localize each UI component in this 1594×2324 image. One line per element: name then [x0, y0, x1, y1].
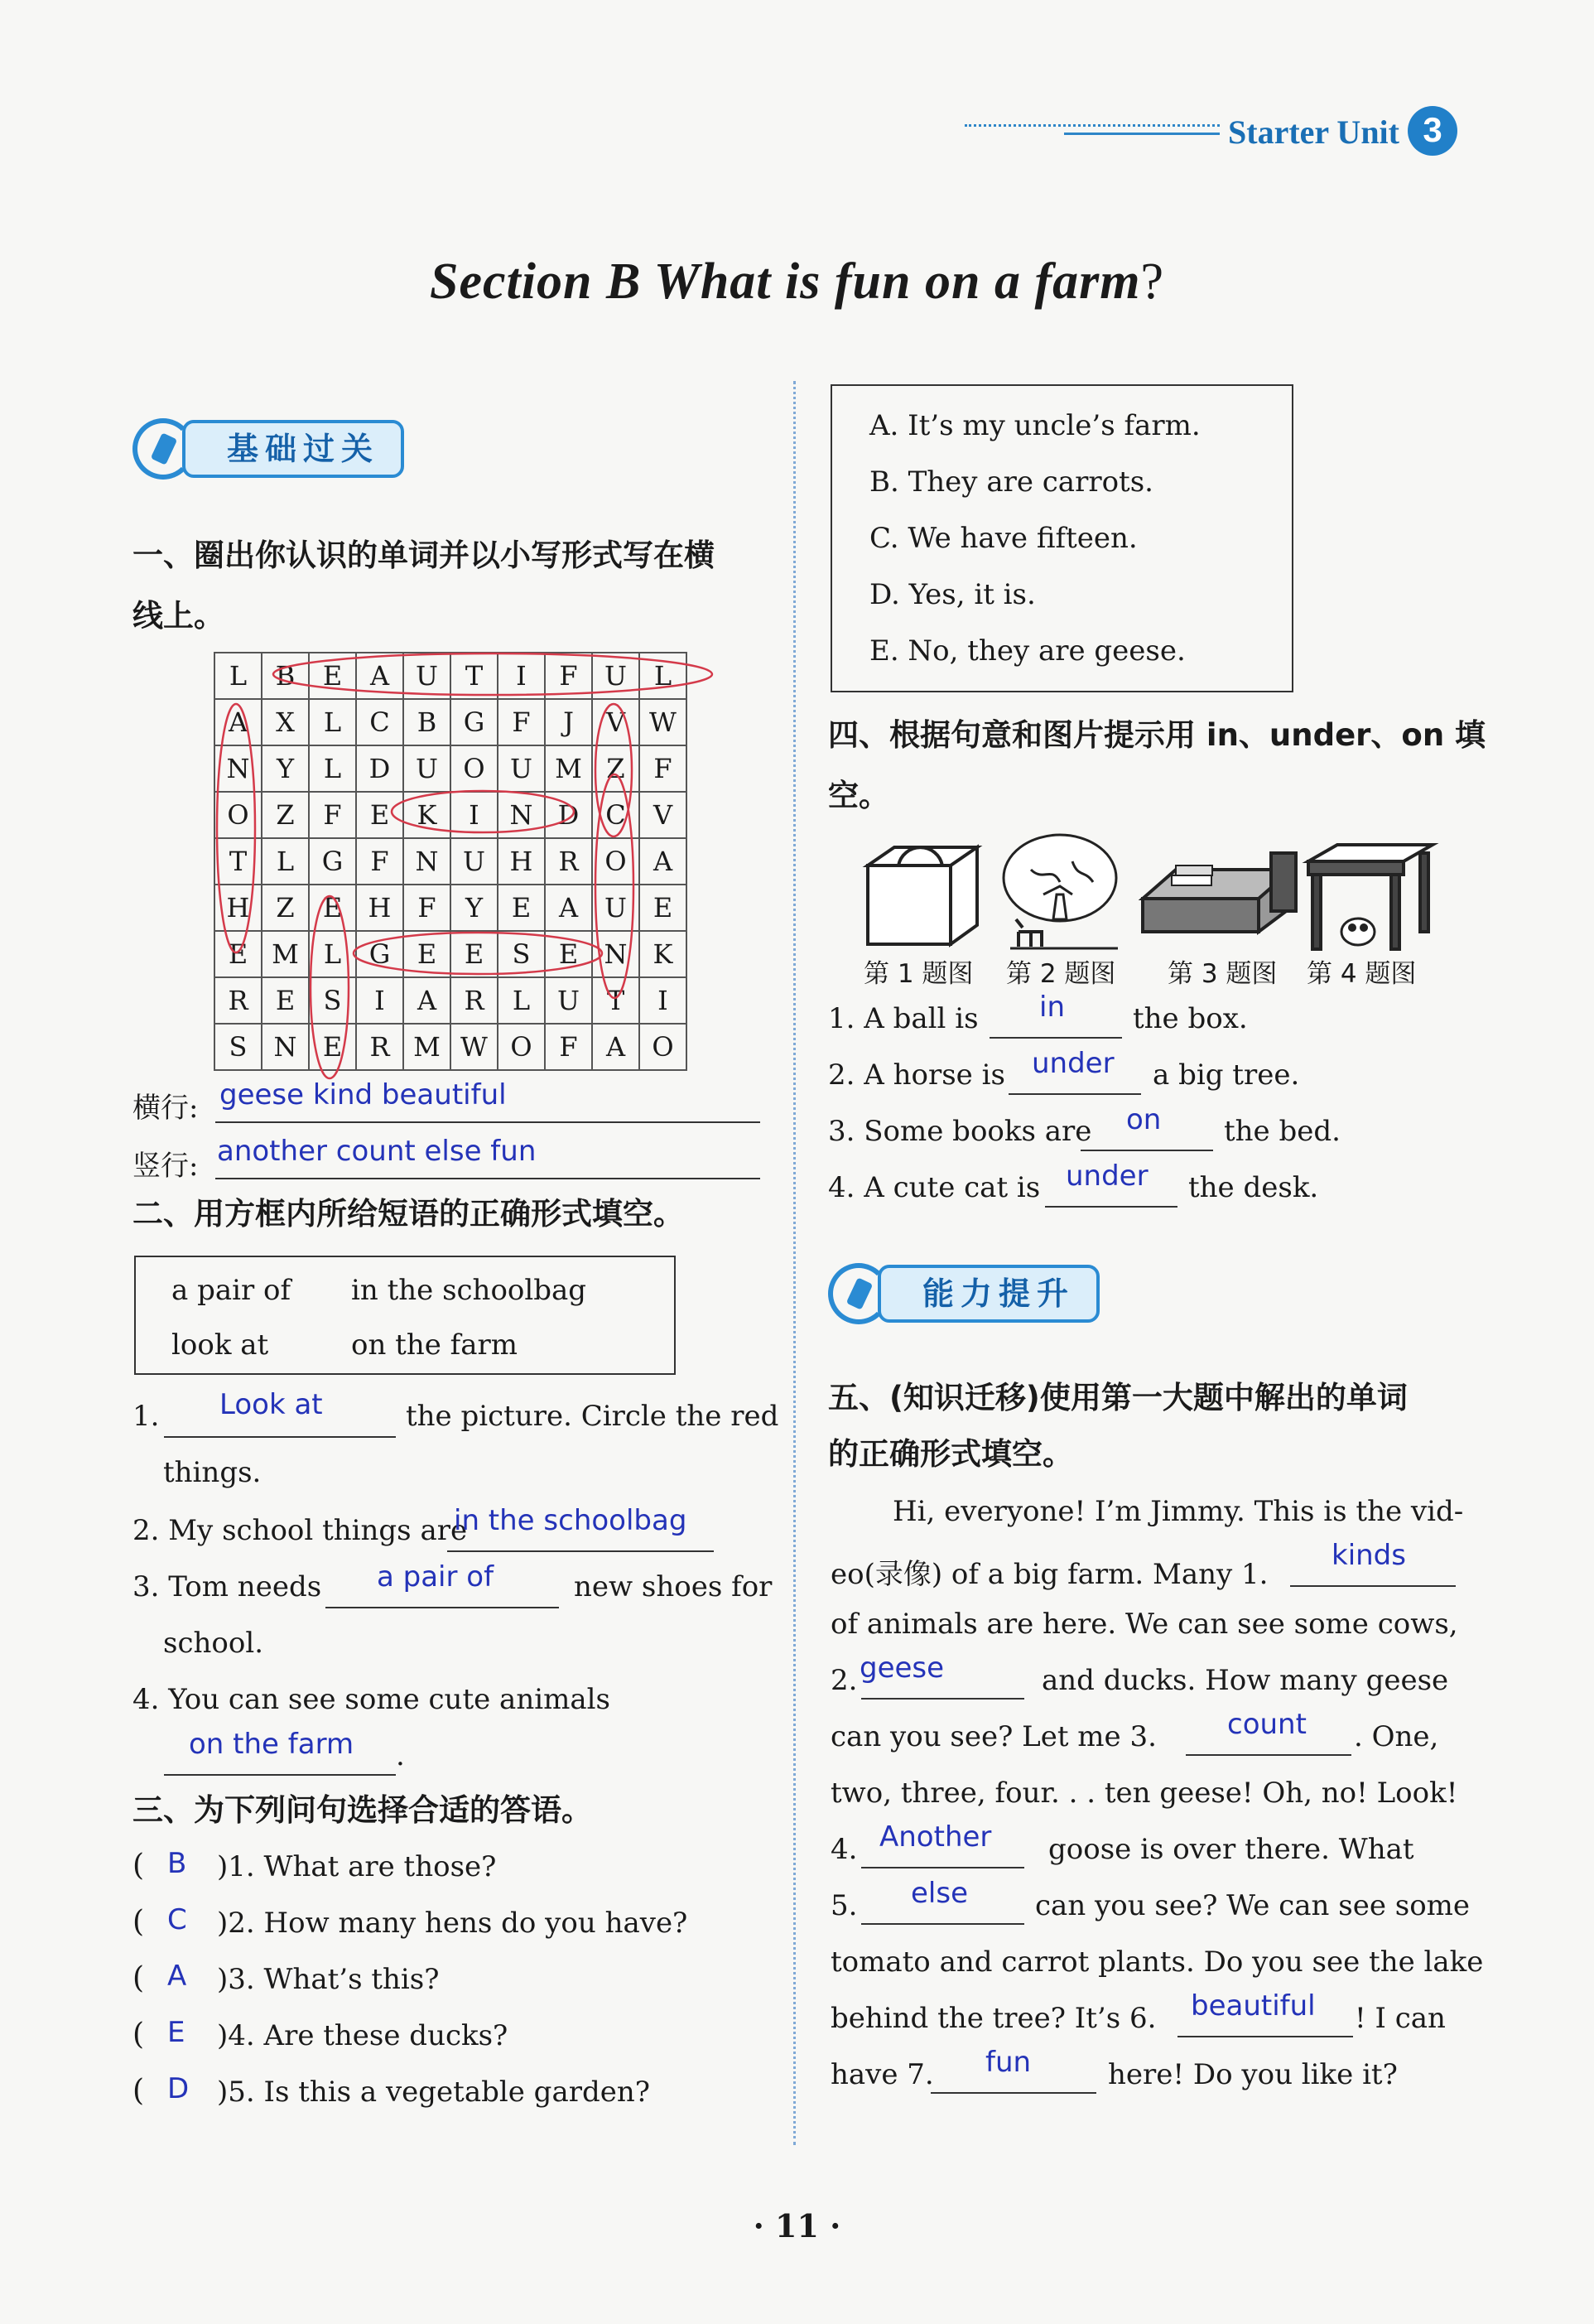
q5-line6: two, three, four. . . ten geese! Oh, no! Look! — [831, 1777, 1458, 1810]
q4-item1-post: the box. — [1133, 1002, 1248, 1035]
grid-cell: K — [403, 792, 450, 838]
grid-cell: E — [403, 931, 450, 977]
grid-cell: R — [545, 838, 592, 885]
q4-item4-answer: under — [1066, 1160, 1149, 1193]
q5-line5b: . One, — [1354, 1720, 1439, 1753]
page-number: · 11 · — [753, 2207, 841, 2244]
q4-item1-pre: 1. A ball is — [828, 1002, 979, 1035]
grid-cell: I — [450, 792, 498, 838]
grid-cell: U — [498, 745, 545, 792]
q4-pictures — [861, 832, 1441, 957]
q2-item3-text: 3. Tom needs — [132, 1570, 322, 1603]
section-title-qmark: ? — [1140, 253, 1164, 310]
grid-row — [214, 1024, 686, 1070]
vertical-label: 竖行: — [132, 1150, 199, 1183]
grid-cell: Y — [450, 885, 498, 931]
picture-box-ball — [868, 847, 977, 944]
grid-cell: H — [356, 885, 403, 931]
q2-item4-text: 4. You can see some cute animals — [132, 1683, 610, 1716]
grid-cell: F — [498, 699, 545, 745]
word-search-grid — [214, 652, 687, 1071]
q4-title-line2: 空。 — [828, 778, 889, 813]
phrase-1: a pair of — [171, 1274, 291, 1307]
grid-cell: N — [403, 838, 450, 885]
grid-cell: E — [498, 885, 545, 931]
q2-item1-cont: things. — [163, 1456, 262, 1489]
horizontal-label: 横行: — [132, 1092, 199, 1125]
grid-cell: A — [403, 977, 450, 1024]
q3-question: )4. Are these ducks? — [217, 2019, 508, 2052]
grid-row — [214, 977, 686, 1024]
grid-cell: F — [639, 745, 686, 792]
grid-cell: L — [262, 838, 309, 885]
caption-1: 第 1 题图 — [864, 959, 974, 989]
q5-line7a: 4. — [831, 1833, 858, 1866]
q5-answer-7: fun — [985, 2046, 1032, 2079]
grid-cell: C — [356, 699, 403, 745]
q5-line7b: goose is over there. What — [1048, 1833, 1414, 1866]
grid-cell: D — [356, 745, 403, 792]
grid-cell: F — [356, 838, 403, 885]
q4-item2-answer: under — [1032, 1047, 1115, 1080]
banner-basic — [132, 417, 431, 481]
q3-question: )3. What’s this? — [217, 1963, 440, 1996]
grid-row — [214, 699, 686, 745]
unit-header — [965, 106, 1470, 156]
grid-row — [214, 838, 686, 885]
q2-item3-answer: a pair of — [377, 1560, 494, 1594]
grid-cell: R — [450, 977, 498, 1024]
grid-cell: R — [214, 977, 262, 1024]
grid-cell: D — [545, 792, 592, 838]
q2-item4-answer: on the farm — [189, 1728, 354, 1761]
q5-title-line2: 的正确形式填空。 — [828, 1436, 1073, 1472]
grid-cell: A — [592, 1024, 639, 1070]
grid-cell: K — [639, 931, 686, 977]
q5-title-line1: 五、(知识迁移)使用第一大题中解出的单词 — [828, 1380, 1408, 1415]
q5-answer-1: kinds — [1332, 1539, 1406, 1572]
q3-question: )1. What are those? — [217, 1850, 497, 1883]
q3-paren: ( — [132, 2018, 145, 2052]
q3-answer: C — [167, 1903, 187, 1936]
q2-item1-rest: the picture. Circle the red — [406, 1400, 779, 1433]
grid-cell: Z — [262, 885, 309, 931]
grid-cell: H — [498, 838, 545, 885]
q3-option-a: A. It’s my uncle’s farm. — [869, 409, 1201, 442]
grid-cell: C — [592, 792, 639, 838]
grid-row — [214, 931, 686, 977]
grid-cell: E — [309, 653, 356, 699]
q3-paren: ( — [132, 2074, 145, 2108]
grid-cell: V — [592, 699, 639, 745]
q5-line10b: ! I can — [1355, 2002, 1446, 2035]
grid-cell: L — [309, 745, 356, 792]
column-divider — [793, 381, 796, 2145]
grid-cell: R — [356, 1024, 403, 1070]
q4-item4-post: the desk. — [1188, 1171, 1319, 1204]
grid-cell: Z — [262, 792, 309, 838]
q3-answer: B — [167, 1847, 187, 1880]
q4-item4-pre: 4. A cute cat is — [828, 1171, 1041, 1204]
grid-cell: E — [262, 977, 309, 1024]
vertical-answer: another count else fun — [217, 1135, 537, 1168]
unit-label: Starter Unit — [1228, 113, 1399, 151]
grid-cell: G — [356, 931, 403, 977]
grid-cell: G — [309, 838, 356, 885]
grid-cell: J — [545, 699, 592, 745]
grid-cell: T — [592, 977, 639, 1024]
banner-advanced — [828, 1261, 1126, 1326]
banner-basic-label: 基础过关 — [182, 420, 404, 478]
q4-item2-pre: 2. A horse is — [828, 1058, 1005, 1092]
grid-cell: E — [450, 931, 498, 977]
grid-cell: M — [545, 745, 592, 792]
grid-cell: H — [214, 885, 262, 931]
grid-cell: U — [545, 977, 592, 1024]
grid-cell: B — [262, 653, 309, 699]
grid-cell: L — [309, 699, 356, 745]
q3-option-b: B. They are carrots. — [869, 465, 1153, 499]
grid-cell: W — [450, 1024, 498, 1070]
q4-title-line1: 四、根据句意和图片提示用 in、under、on 填 — [828, 717, 1486, 753]
phrase-4: on the farm — [351, 1328, 518, 1362]
grid-cell: N — [592, 931, 639, 977]
phrase-3: look at — [171, 1328, 269, 1362]
grid-cell: S — [309, 977, 356, 1024]
q5-line5a: can you see? Let me 3. — [831, 1720, 1157, 1753]
q2-item1-answer: Look at — [219, 1388, 323, 1421]
grid-cell: U — [592, 653, 639, 699]
picture-desk-cat — [1308, 845, 1433, 949]
grid-row — [214, 792, 686, 838]
q2-title: 二、用方框内所给短语的正确形式填空。 — [132, 1196, 684, 1232]
q5-line8b: can you see? We can see some — [1035, 1889, 1471, 1922]
grid-row — [214, 885, 686, 931]
section-title-text: Section B What is fun on a farm — [430, 253, 1141, 310]
grid-cell: B — [403, 699, 450, 745]
q3-paren: ( — [132, 1905, 145, 1939]
grid-cell: L — [639, 653, 686, 699]
q4-item2-post: a big tree. — [1153, 1058, 1300, 1092]
grid-cell: O — [639, 1024, 686, 1070]
grid-cell: T — [450, 653, 498, 699]
grid-cell: M — [262, 931, 309, 977]
section-title — [0, 253, 1594, 311]
grid-cell: I — [356, 977, 403, 1024]
q5-line9: tomato and carrot plants. Do you see the lake — [831, 1946, 1484, 1979]
q5-line8a: 5. — [831, 1889, 858, 1922]
picture-bed-books — [1143, 853, 1296, 932]
caption-4: 第 4 题图 — [1307, 959, 1417, 989]
caption-3: 第 3 题图 — [1168, 959, 1278, 989]
grid-cell: E — [639, 885, 686, 931]
book-pen-icon — [132, 418, 194, 480]
caption-2: 第 2 题图 — [1006, 959, 1116, 989]
header-rule — [965, 124, 1220, 141]
q3-options-box — [831, 384, 1293, 692]
q5-answer-4: Another — [879, 1820, 992, 1854]
q5-line2: eo(录像) of a big farm. Many 1. — [831, 1558, 1269, 1591]
q4-item3-answer: on — [1126, 1103, 1162, 1136]
grid-cell: N — [262, 1024, 309, 1070]
q5-line1: Hi, everyone! I’m Jimmy. This is the vid- — [893, 1495, 1464, 1528]
q5-answer-3: count — [1227, 1708, 1307, 1741]
q4-item3-post: the bed. — [1224, 1115, 1341, 1148]
grid-cell: E — [309, 1024, 356, 1070]
grid-cell: A — [214, 699, 262, 745]
grid-cell: O — [450, 745, 498, 792]
horizontal-answer: geese kind beautiful — [219, 1078, 507, 1111]
grid-cell: S — [214, 1024, 262, 1070]
grid-cell: I — [498, 653, 545, 699]
grid-cell: L — [309, 931, 356, 977]
q5-line3: of animals are here. We can see some cows, — [831, 1608, 1458, 1641]
grid-cell: N — [214, 745, 262, 792]
grid-cell: T — [214, 838, 262, 885]
q1-title-line2: 线上。 — [132, 598, 224, 634]
grid-cell: U — [403, 745, 450, 792]
q2-item2-answer: in the schoolbag — [454, 1504, 687, 1537]
q1-title-line1: 一、圈出你认识的单词并以小写形式写在横 — [132, 538, 715, 573]
q5-answer-5: else — [911, 1877, 968, 1910]
grid-cell: U — [403, 653, 450, 699]
grid-cell: L — [498, 977, 545, 1024]
grid-cell: O — [592, 838, 639, 885]
grid-cell: E — [214, 931, 262, 977]
book-pen-icon-2 — [828, 1263, 889, 1324]
q2-item2-text: 2. My school things are — [132, 1514, 468, 1547]
q5-line11a: have 7. — [831, 2058, 934, 2091]
grid-cell: U — [592, 885, 639, 931]
q3-title: 三、为下列问句选择合适的答语。 — [132, 1792, 592, 1828]
q5-line11b: here! Do you like it? — [1108, 2058, 1398, 2091]
q5-line10a: behind the tree? It’s 6. — [831, 2002, 1157, 2035]
picture-tree-horse — [1004, 835, 1118, 948]
phrase-box — [134, 1256, 676, 1375]
grid-cell: M — [403, 1024, 450, 1070]
grid-cell: F — [545, 1024, 592, 1070]
q2-item1-num: 1. — [132, 1400, 160, 1433]
grid-cell: A — [639, 838, 686, 885]
grid-cell: F — [545, 653, 592, 699]
grid-cell: V — [639, 792, 686, 838]
grid-cell: U — [450, 838, 498, 885]
q5-answer-6: beautiful — [1191, 1989, 1316, 2023]
grid-cell: A — [356, 653, 403, 699]
grid-cell: I — [639, 977, 686, 1024]
grid-cell: X — [262, 699, 309, 745]
q3-answer: E — [167, 2016, 185, 2049]
phrase-2: in the schoolbag — [351, 1274, 587, 1307]
grid-cell: Y — [262, 745, 309, 792]
q4-item1-answer: in — [1039, 991, 1065, 1024]
q3-question: )2. How many hens do you have? — [217, 1907, 688, 1940]
q3-answer: D — [167, 2072, 190, 2105]
q2-item4-period: . — [396, 1739, 405, 1772]
q3-option-c: C. We have fifteen. — [869, 522, 1138, 555]
grid-cell: E — [356, 792, 403, 838]
grid-cell: W — [639, 699, 686, 745]
grid-cell: L — [214, 653, 262, 699]
grid-cell: Z — [592, 745, 639, 792]
q4-item3-pre: 3. Some books are — [828, 1115, 1092, 1148]
q3-question: )5. Is this a vegetable garden? — [217, 2076, 650, 2109]
grid-row — [214, 745, 686, 792]
q3-paren: ( — [132, 1961, 145, 1995]
grid-cell: N — [498, 792, 545, 838]
grid-cell: F — [403, 885, 450, 931]
q3-option-e: E. No, they are geese. — [869, 634, 1186, 668]
grid-cell: A — [545, 885, 592, 931]
grid-cell: E — [545, 931, 592, 977]
unit-number-badge: 3 — [1408, 106, 1457, 156]
q5-line4a: 2. — [831, 1664, 858, 1697]
banner-advanced-label: 能力提升 — [878, 1265, 1100, 1323]
grid-cell: G — [450, 699, 498, 745]
grid-cell: F — [309, 792, 356, 838]
grid-cell: O — [214, 792, 262, 838]
q3-option-d: D. Yes, it is. — [869, 578, 1036, 611]
grid-cell: O — [498, 1024, 545, 1070]
q3-paren: ( — [132, 1849, 145, 1883]
q5-line4b: and ducks. How many geese — [1042, 1664, 1449, 1697]
q2-item3-rest: new shoes for — [574, 1570, 773, 1603]
q5-answer-2: geese — [860, 1651, 945, 1685]
q3-answer: A — [167, 1960, 187, 1993]
grid-row — [214, 653, 686, 699]
grid-cell: S — [498, 931, 545, 977]
q2-item3-cont: school. — [163, 1627, 264, 1660]
grid-cell: E — [309, 885, 356, 931]
